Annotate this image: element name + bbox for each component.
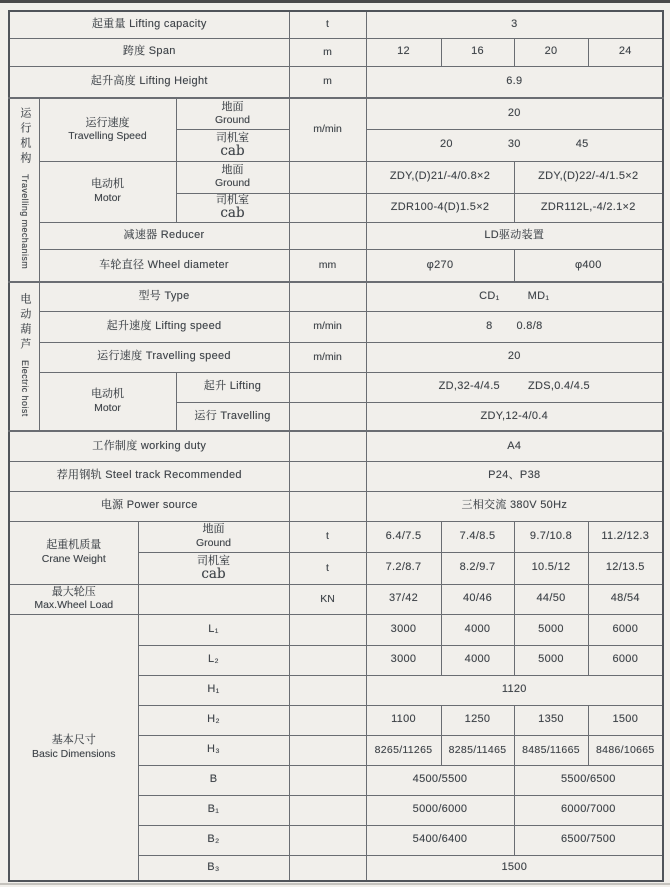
hoist-lifting-speed-values — [366, 311, 663, 342]
crane-weight-cab-sublabel — [138, 552, 289, 584]
dim-h1-value: 1120 — [366, 675, 663, 705]
crane-weight-group — [9, 521, 138, 584]
travel-speed-ground-sublabel — [176, 98, 289, 129]
empty-unit-cell — [289, 161, 366, 193]
wheel-diameter-value: φ400 — [514, 249, 663, 282]
row-power-source — [9, 491, 663, 521]
row-hoist-lifting-speed — [9, 311, 663, 342]
row-travel-motor-ground — [9, 161, 663, 193]
dim-h3-label: H₃ — [138, 735, 289, 765]
lifting-height-label: 起升高度 Lifting Height — [9, 66, 289, 98]
power-source-label: 电源 Power source — [9, 491, 289, 521]
empty-sublabel-cell — [138, 584, 289, 614]
hoist-lifting-speed-value: 0.8/8 — [516, 319, 543, 332]
group-label-en: Motor — [94, 401, 121, 414]
group-label-zh: 起重机质量 — [46, 539, 102, 552]
dim-h1-label: H₁ — [138, 675, 289, 705]
sublabel-en: cab — [201, 565, 226, 582]
dim-l2-value: 6000 — [588, 645, 663, 675]
dim-l1-label: L₁ — [138, 614, 289, 645]
travel-motor-cab-value: ZDR100-4(D)1.5×2 — [366, 193, 514, 222]
hoist-lifting-speed-unit: m/min — [289, 311, 366, 342]
max-wheel-load-value: 44/50 — [514, 584, 588, 614]
sublabel-zh: 地面 — [221, 100, 244, 113]
label-zh: 最大轮压 — [51, 585, 96, 598]
sublabel-en: cab — [220, 205, 245, 222]
lifting-capacity-label: 起重量 Lifting capacity — [9, 11, 289, 38]
dim-l1-value: 6000 — [588, 614, 663, 645]
power-source-value: 三相交流 380V 50Hz — [366, 491, 663, 521]
empty-unit-cell — [289, 675, 366, 705]
empty-unit-cell — [289, 855, 366, 881]
steel-track-label: 荐用钢轨 Steel track Recommended — [9, 461, 289, 491]
reducer-value: LD驱动装置 — [366, 222, 663, 249]
crane-weight-ground-value: 9.7/10.8 — [514, 521, 588, 552]
group-label-zh: 电动机 — [91, 388, 124, 401]
crane-weight-unit: t — [289, 521, 366, 552]
sublabel-en: Ground — [214, 114, 251, 127]
span-value: 12 — [366, 38, 441, 66]
max-wheel-load-label — [9, 584, 138, 614]
span-unit: m — [289, 38, 366, 66]
hoist-type-value: CD₁ — [479, 290, 500, 303]
dim-l1-value: 5000 — [514, 614, 588, 645]
section-label-zh: 电动葫芦 — [18, 292, 31, 353]
hoist-lifting-speed-label: 起升速度 Lifting speed — [39, 311, 289, 342]
dim-h3-value: 8485/11665 — [514, 735, 588, 765]
sublabel-zh: 司机室 — [197, 554, 230, 567]
empty-unit-cell — [289, 402, 366, 431]
empty-unit-cell — [289, 645, 366, 675]
section-label-en: Travelling mechanism — [19, 173, 30, 269]
cab-speed-value: 30 — [507, 138, 521, 151]
sublabel-en: Ground — [214, 177, 251, 190]
section-label-en: Electric hoist — [19, 359, 30, 417]
empty-unit-cell — [289, 431, 366, 461]
dim-l2-value: 5000 — [514, 645, 588, 675]
travel-motor-ground-sublabel — [176, 161, 289, 193]
working-duty-label: 工作制度 working duty — [9, 431, 289, 461]
dim-l2-value: 4000 — [441, 645, 514, 675]
section-electric-hoist — [9, 282, 39, 431]
empty-unit-cell — [289, 461, 366, 491]
travel-speed-ground-value: 20 — [366, 98, 663, 129]
dim-b2-value: 6500/7500 — [514, 825, 663, 855]
travel-motor-ground-value: ZDY,(D)21/-4/0.8×2 — [366, 161, 514, 193]
row-lifting-capacity — [9, 11, 663, 38]
crane-weight-unit: t — [289, 552, 366, 584]
dim-h2-label: H₂ — [138, 705, 289, 735]
crane-weight-ground-sublabel — [138, 521, 289, 552]
group-label-zh: 电动机 — [91, 178, 124, 191]
row-wheel-diameter — [9, 249, 663, 282]
wheel-diameter-label: 车轮直径 Wheel diameter — [39, 249, 289, 282]
row-working-duty — [9, 431, 663, 461]
crane-weight-cab-value: 10.5/12 — [514, 552, 588, 584]
dim-h3-value: 8265/11265 — [366, 735, 441, 765]
cab-speed-value: 45 — [575, 138, 589, 151]
dim-b3-value: 1500 — [366, 855, 663, 881]
scan-edge-top — [0, 0, 670, 3]
travel-motor-group — [39, 161, 176, 222]
empty-unit-cell — [289, 222, 366, 249]
row-hoist-type — [9, 282, 663, 311]
max-wheel-load-value: 40/46 — [441, 584, 514, 614]
wheel-diameter-value: φ270 — [366, 249, 514, 282]
lifting-height-unit: m — [289, 66, 366, 98]
hoist-type-values — [366, 282, 663, 311]
hoist-motor-lifting-value: ZD,32-4/4.5 — [438, 380, 500, 393]
empty-unit-cell — [289, 614, 366, 645]
dim-l2-value: 3000 — [366, 645, 441, 675]
group-label-en: Motor — [94, 191, 121, 204]
dim-b2-label: B₂ — [138, 825, 289, 855]
sublabel-zh: 地面 — [221, 163, 244, 176]
span-value: 16 — [441, 38, 514, 66]
dim-l1-value: 3000 — [366, 614, 441, 645]
travel-motor-cab-sublabel — [176, 193, 289, 222]
group-label-zh: 基本尺寸 — [51, 734, 96, 747]
dim-b1-value: 6000/7000 — [514, 795, 663, 825]
empty-unit-cell — [289, 282, 366, 311]
crane-weight-ground-value: 11.2/12.3 — [588, 521, 663, 552]
hoist-travel-speed-unit: m/min — [289, 342, 366, 372]
dim-h2-value: 1500 — [588, 705, 663, 735]
travel-speed-group — [39, 98, 176, 161]
hoist-motor-lifting-sublabel: 起升 Lifting — [176, 372, 289, 402]
row-travel-speed-ground — [9, 98, 663, 129]
section-label-zh: 运行机构 — [18, 106, 31, 167]
travel-speed-cab-values — [366, 129, 663, 161]
hoist-type-value: MD₁ — [527, 290, 550, 303]
max-wheel-load-unit: KN — [289, 584, 366, 614]
hoist-motor-travelling-sublabel: 运行 Travelling — [176, 402, 289, 431]
sublabel-zh: 地面 — [202, 523, 225, 536]
crane-weight-cab-value: 8.2/9.7 — [441, 552, 514, 584]
row-reducer — [9, 222, 663, 249]
row-lifting-height — [9, 66, 663, 98]
row-crane-weight-ground — [9, 521, 663, 552]
dim-h3-value: 8285/11465 — [441, 735, 514, 765]
span-value: 24 — [588, 38, 663, 66]
dim-b-value: 4500/5500 — [366, 765, 514, 795]
travel-motor-cab-value: ZDR112L,-4/2.1×2 — [514, 193, 663, 222]
basic-dimensions-group — [9, 614, 138, 881]
steel-track-value: P24、P38 — [366, 461, 663, 491]
group-label-zh: 运行速度 — [85, 116, 130, 129]
wheel-diameter-unit: mm — [289, 249, 366, 282]
group-label-en: Travelling Speed — [68, 130, 147, 143]
reducer-label: 减速器 Reducer — [39, 222, 289, 249]
group-label-en: Crane Weight — [41, 552, 106, 565]
hoist-motor-group — [39, 372, 176, 431]
sublabel-zh: 司机室 — [216, 194, 249, 207]
dim-b1-label: B₁ — [138, 795, 289, 825]
empty-unit-cell — [289, 795, 366, 825]
max-wheel-load-value: 37/42 — [366, 584, 441, 614]
empty-unit-cell — [289, 491, 366, 521]
empty-unit-cell — [289, 193, 366, 222]
max-wheel-load-value: 48/54 — [588, 584, 663, 614]
section-vertical-label — [18, 293, 31, 417]
travel-speed-cab-sublabel — [176, 129, 289, 161]
span-label: 跨度 Span — [9, 38, 289, 66]
lifting-capacity-unit: t — [289, 11, 366, 38]
row-max-wheel-load — [9, 584, 663, 614]
dim-b-label: B — [138, 765, 289, 795]
empty-unit-cell — [289, 825, 366, 855]
sublabel-zh: 司机室 — [216, 131, 249, 144]
dim-b1-value: 5000/6000 — [366, 795, 514, 825]
scan-edge-bottom — [0, 883, 670, 885]
dim-l2-label: L₂ — [138, 645, 289, 675]
hoist-travel-speed-value: 20 — [366, 342, 663, 372]
crane-spec-table — [8, 10, 664, 882]
sublabel-en: cab — [220, 142, 245, 159]
lifting-capacity-value: 3 — [366, 11, 663, 38]
cab-speed-value: 20 — [440, 138, 453, 151]
dim-b-value: 5500/6500 — [514, 765, 663, 795]
row-dim-l1 — [9, 614, 663, 645]
row-span — [9, 38, 663, 66]
section-travelling-mechanism — [9, 98, 39, 282]
dim-h2-value: 1250 — [441, 705, 514, 735]
crane-weight-cab-value: 12/13.5 — [588, 552, 663, 584]
row-hoist-motor-lifting — [9, 372, 663, 402]
crane-weight-ground-value: 7.4/8.5 — [441, 521, 514, 552]
travel-speed-unit: m/min — [289, 98, 366, 161]
dim-b2-value: 5400/6400 — [366, 825, 514, 855]
empty-unit-cell — [289, 705, 366, 735]
crane-weight-ground-value: 6.4/7.5 — [366, 521, 441, 552]
group-label-en: Basic Dimensions — [32, 747, 116, 760]
label-en: Max.Wheel Load — [34, 599, 114, 612]
hoist-motor-travelling-value: ZDY,12-4/0.4 — [366, 402, 663, 431]
dim-b3-label: B₃ — [138, 855, 289, 881]
empty-unit-cell — [289, 735, 366, 765]
sublabel-en: Ground — [195, 536, 232, 549]
dim-h3-value: 8486/10665 — [588, 735, 663, 765]
row-hoist-travel-speed — [9, 342, 663, 372]
section-vertical-label — [18, 107, 31, 269]
empty-unit-cell — [289, 765, 366, 795]
span-value: 20 — [514, 38, 588, 66]
dim-h2-value: 1350 — [514, 705, 588, 735]
crane-weight-cab-value: 7.2/8.7 — [366, 552, 441, 584]
hoist-motor-lifting-value: ZDS,0.4/4.5 — [527, 380, 590, 393]
hoist-travel-speed-label: 运行速度 Travelling speed — [39, 342, 289, 372]
lifting-height-value: 6.9 — [366, 66, 663, 98]
hoist-type-label: 型号 Type — [39, 282, 289, 311]
dim-l1-value: 4000 — [441, 614, 514, 645]
travel-motor-ground-value: ZDY,(D)22/-4/1.5×2 — [514, 161, 663, 193]
hoist-lifting-speed-value: 8 — [486, 319, 493, 332]
working-duty-value: A4 — [366, 431, 663, 461]
dim-h2-value: 1100 — [366, 705, 441, 735]
empty-unit-cell — [289, 372, 366, 402]
row-steel-track — [9, 461, 663, 491]
hoist-motor-lifting-values — [366, 372, 663, 402]
